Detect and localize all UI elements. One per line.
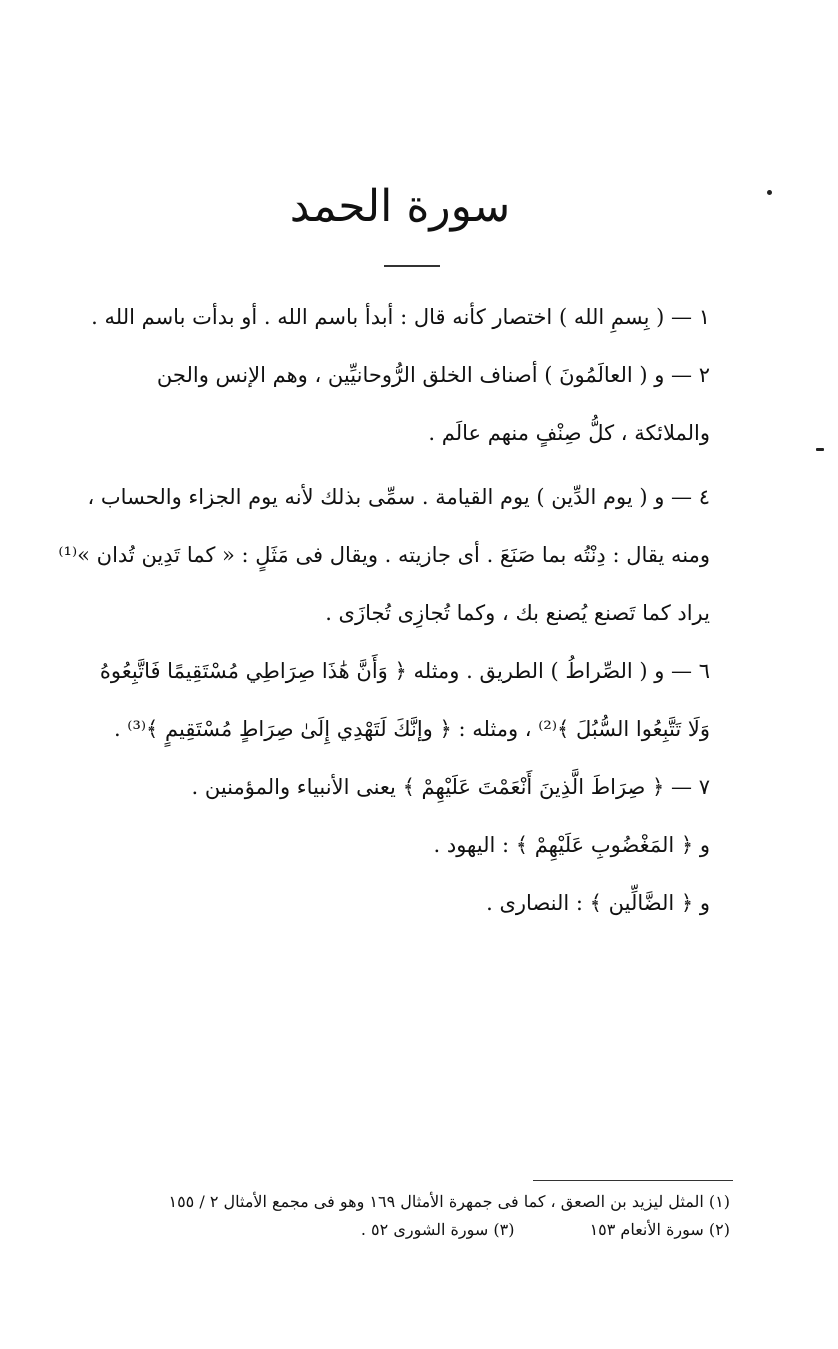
text-line: ٤ — و ( يوم الدِّين ) يوم القيامة . سمِّى بذلك لأنه يوم الجزاء والحساب ، [87,485,710,509]
footnote-divider [533,1180,733,1181]
margin-mark [816,448,824,451]
text-line: ومنه يقال : دِنْتُه بما صَنَعَ . أى جازيته . ويقال فى مَثَلٍ : « كما تَدِين تُدان »⁽¹⁾ [58,543,710,567]
text-line: يراد كما تَصنع يُصنع بك ، وكما تُجازِى تُجازَى . [325,601,710,625]
footnote-3: (٣) سورة الشورى ٥٢ . [360,1220,515,1239]
ink-dot [767,190,772,195]
footnote-2: (٢) سورة الأنعام ١٥٣ [589,1220,730,1239]
footnote-1: (١) المثل ليزيد بن الصعق ، كما فى جمهرة الأمثال ١٦٩ وهو فى مجمع الأمثال ٢ / ١٥٥ [168,1192,730,1211]
text-line: و ﴿ المَغْضُوبِ عَلَيْهِمْ ﴾ : اليهود . [433,833,710,857]
commentary-text [50,288,710,932]
footnotes [110,1188,730,1244]
text-line: والملائكة ، كلُّ صِنْفٍ منهم عالَم . [428,421,710,445]
surah-title: سورة الحمد [289,181,511,232]
text-line: ١ — ( بِسمِ الله ) اختصار كأنه قال : أبدأ باسم الله . أو بدأت باسم الله . [91,305,710,329]
text-line: و ﴿ الضَّالِّين ﴾ : النصارى . [486,891,710,915]
text-line: وَلَا تَتَّبِعُوا السُّبُلَ ﴾⁽²⁾ ، ومثله : ﴿ وإنَّكَ لَتَهْدِي إِلَىٰ صِرَاطٍ مُسْتَقِيمٍ ﴾⁽³⁾ . [113,717,710,741]
title-divider [384,265,440,267]
text-line: ٦ — و ( الصِّراطُ ) الطريق . ومثله ﴿ وَأَنَّ هَٰذَا صِرَاطِي مُسْتَقِيمًا فَاتَّبِعُوهُ [99,659,710,683]
text-line: ٧ — ﴿ صِرَاطَ الَّذِينَ أَنْعَمْتَ عَلَيْهِمْ ﴾ يعنى الأنبياء والمؤمنين . [191,775,710,799]
text-line: ٢ — و ( العالَمُونَ ) أصناف الخلق الرُّوحانيِّين ، وهم الإنس والجن [156,363,710,387]
footnote-row [110,1216,730,1244]
